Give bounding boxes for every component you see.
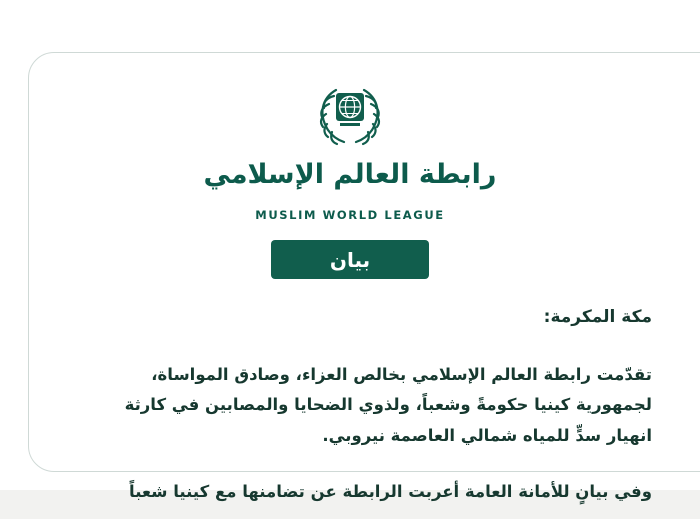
statement-title-badge: بيان bbox=[271, 240, 429, 279]
statement-body bbox=[86, 306, 652, 519]
statement-paragraph-1: تقدّمت رابطة العالم الإسلامي بخالص العزاء، وصادق المواساة، لجمهورية كينيا حكومةً وشعباً، ولذوي الضحايا والمصابين في كارثة انهيار سدٍّ للمياه شمالي العاصمة نيروبي. bbox=[124, 364, 652, 445]
organization-name-arabic: رابطة العالم الإسلامي bbox=[203, 159, 497, 190]
statement-salutation: مكة المكرمة: bbox=[543, 307, 652, 327]
statement-title-wrapper bbox=[0, 240, 700, 279]
organization-emblem bbox=[0, 76, 700, 150]
organization-name-english: MUSLIM WORLD LEAGUE bbox=[255, 208, 445, 222]
statement-paragraph-2: وفي بيانٍ للأمانة العامة أعربت الرابطة عن تضامنها مع كينيا شعباً bbox=[129, 482, 652, 502]
globe-wreath-emblem-icon bbox=[302, 76, 398, 150]
